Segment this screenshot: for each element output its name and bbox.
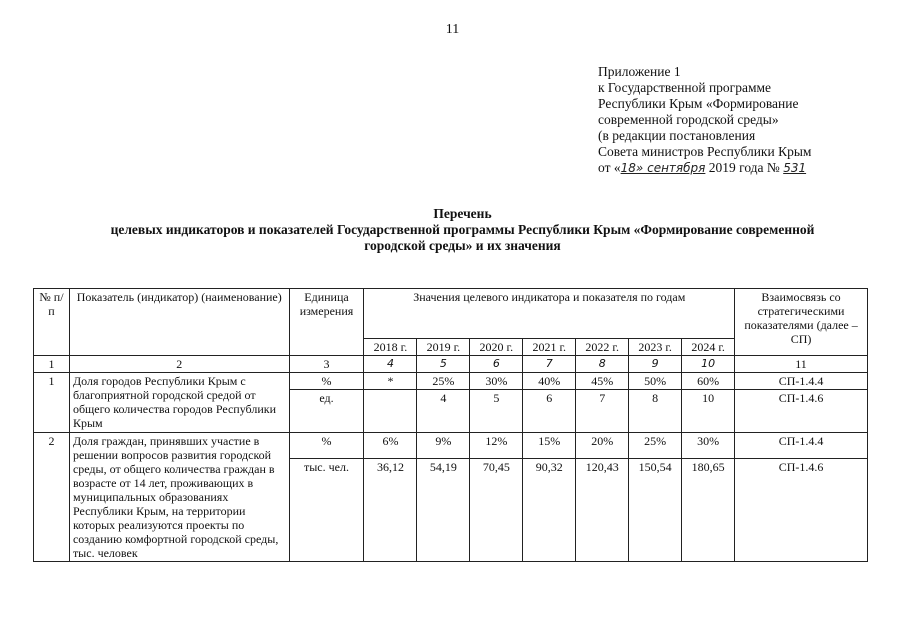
row-value: 15%	[523, 433, 576, 459]
appendix-line: Республики Крым «Формирование	[598, 96, 799, 111]
col-number: 3	[289, 356, 364, 373]
appendix-date-line	[598, 160, 888, 176]
row-value: 120,43	[576, 459, 629, 562]
date-year: 2019 года №	[708, 160, 780, 175]
appendix-line: Приложение 1	[598, 64, 681, 79]
header-unit: Единица измерения	[289, 289, 364, 356]
appendix-line: (в редакции постановления	[598, 128, 756, 143]
row-link: СП-1.4.6	[735, 390, 868, 433]
appendix-block	[598, 64, 888, 176]
document-title	[40, 206, 885, 254]
row-value: 6%	[364, 433, 417, 459]
handwritten-number: 531	[783, 161, 807, 175]
year-cell: 2019 г.	[417, 339, 470, 356]
row-value: 25%	[629, 433, 682, 459]
title-line: целевых индикаторов и показателей Государственной программы Республики Крым «Формирование современной	[110, 222, 815, 237]
col-number: 7	[523, 356, 576, 373]
row-value: 12%	[470, 433, 523, 459]
row-indicator: Доля городов Республики Крым с благоприятной городской средой от общего количества городов Республики Крым	[69, 373, 289, 433]
year-cell: 2023 г.	[629, 339, 682, 356]
row-value: 9%	[417, 433, 470, 459]
table-row	[34, 433, 868, 459]
year-cell: 2018 г.	[364, 339, 417, 356]
row-link: СП-1.4.4	[735, 433, 868, 459]
row-value: 25%	[417, 373, 470, 390]
row-value: 20%	[576, 433, 629, 459]
row-unit: ед.	[289, 390, 364, 433]
row-value: 30%	[682, 433, 735, 459]
col-number: 6	[470, 356, 523, 373]
year-cell: 2022 г.	[576, 339, 629, 356]
header-num: № п/п	[34, 289, 70, 356]
year-cell: 2020 г.	[470, 339, 523, 356]
row-value: 7	[576, 390, 629, 433]
row-value: 90,32	[523, 459, 576, 562]
indicators-table	[33, 288, 868, 562]
col-number: 4	[364, 356, 417, 373]
table-row	[34, 373, 868, 390]
col-number: 5	[417, 356, 470, 373]
row-value: 8	[629, 390, 682, 433]
header-values: Значения целевого индикатора и показателя по годам	[364, 289, 735, 339]
row-value: 60%	[682, 373, 735, 390]
date-prefix: от «	[598, 160, 621, 175]
row-value: 70,45	[470, 459, 523, 562]
row-num: 2	[34, 433, 70, 562]
row-num: 1	[34, 373, 70, 433]
title-line: Перечень	[433, 206, 492, 221]
row-value: 150,54	[629, 459, 682, 562]
handwritten-date: 18» сентября	[620, 161, 706, 175]
row-unit: %	[289, 373, 364, 390]
row-value: 180,65	[682, 459, 735, 562]
col-number: 9	[629, 356, 682, 373]
row-value: 54,19	[417, 459, 470, 562]
row-value: 6	[523, 390, 576, 433]
row-value: 45%	[576, 373, 629, 390]
row-unit: тыс. чел.	[289, 459, 364, 562]
row-value: 50%	[629, 373, 682, 390]
row-value: 5	[470, 390, 523, 433]
row-value: 40%	[523, 373, 576, 390]
page-number: 11	[445, 22, 460, 37]
col-number: 11	[735, 356, 868, 373]
row-link: СП-1.4.6	[735, 459, 868, 562]
title-line: городской среды» и их значения	[364, 238, 561, 253]
appendix-line: Совета министров Республики Крым	[598, 144, 812, 159]
header-link: Взаимосвязь со стратегическими показателями (далее – СП)	[735, 289, 868, 356]
row-value: 4	[417, 390, 470, 433]
appendix-line: современной городской среды»	[598, 112, 779, 127]
header-indicator: Показатель (индикатор) (наименование)	[69, 289, 289, 356]
row-link: СП-1.4.4	[735, 373, 868, 390]
row-value: 36,12	[364, 459, 417, 562]
row-indicator: Доля граждан, принявших участие в решении вопросов развития городской среды, от общего количества граждан в возрасте от 14 лет, проживающих в муниципальных образованиях Республики Крым, на территории которых реализуются проекты по созданию комфортной городской среды, тыс. человек	[69, 433, 289, 562]
year-cell: 2024 г.	[682, 339, 735, 356]
col-number: 1	[34, 356, 70, 373]
row-value: 10	[682, 390, 735, 433]
appendix-line: к Государственной программе	[598, 80, 772, 95]
year-cell: 2021 г.	[523, 339, 576, 356]
row-value: *	[364, 373, 417, 390]
col-number: 8	[576, 356, 629, 373]
row-unit: %	[289, 433, 364, 459]
header-row	[34, 289, 868, 339]
row-value	[364, 390, 417, 433]
col-number: 10	[682, 356, 735, 373]
col-number: 2	[69, 356, 289, 373]
column-numbers-row	[34, 356, 868, 373]
row-value: 30%	[470, 373, 523, 390]
